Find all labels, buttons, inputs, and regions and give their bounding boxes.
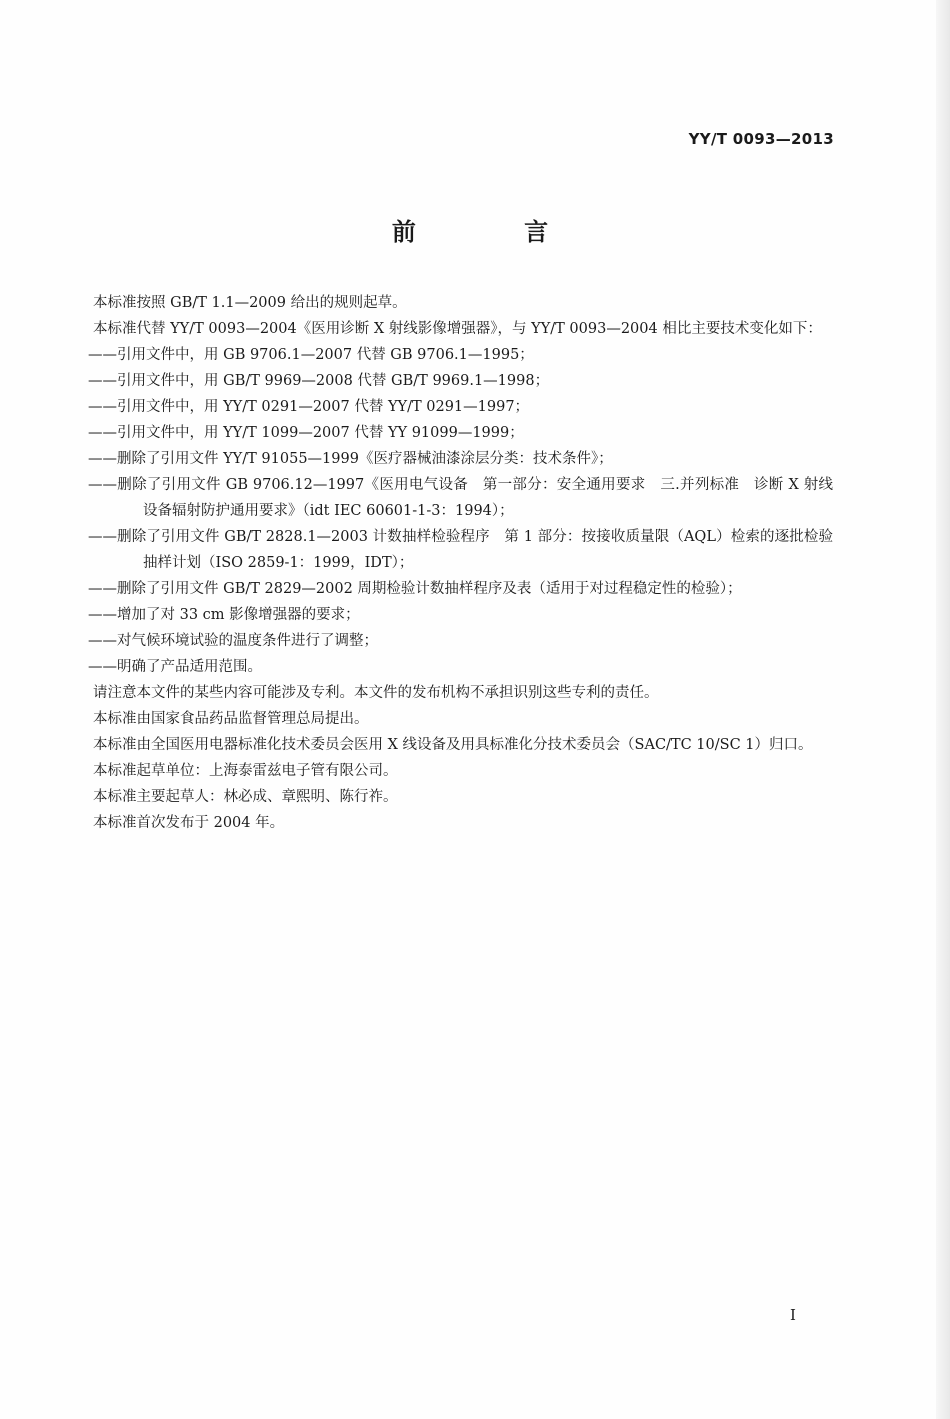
page-number: I xyxy=(790,1306,796,1324)
change-item: ——删除了引用文件 YY/T 91055—1999《医疗器械油漆涂层分类：技术条件》； xyxy=(88,451,613,467)
foreword-body xyxy=(57,290,833,836)
paragraph-first-release: 本标准首次发布于 2004 年。 xyxy=(93,815,285,831)
paragraph-drafters: 本标准主要起草人：林必成、章熙明、陈行祚。 xyxy=(93,789,398,805)
change-item: ——引用文件中，用 YY/T 1099—2007 代替 YY 91099—1999； xyxy=(88,425,524,441)
paragraph-committee: 本标准由全国医用电器标准化技术委员会医用 X 线设备及用具标准化分技术委员会（SAC/TC 10/SC 1）归口。 xyxy=(93,737,813,753)
change-item: ——明确了产品适用范围。 xyxy=(88,659,262,675)
page-title: 前 言 xyxy=(391,218,599,246)
paragraph-drafting-rules: 本标准按照 GB/T 1.1—2009 给出的规则起草。 xyxy=(93,295,407,311)
change-item: ——引用文件中，用 YY/T 0291—2007 代替 YY/T 0291—1997； xyxy=(88,399,530,415)
paragraph-proposer: 本标准由国家食品药品监督管理总局提出。 xyxy=(93,711,369,727)
standard-code: YY/T 0093—2013 xyxy=(688,130,834,148)
change-item: ——引用文件中，用 GB 9706.1—2007 代替 GB 9706.1—1995； xyxy=(88,347,534,363)
change-item: ——删除了引用文件 GB 9706.12—1997《医用电气设备 第一部分：安全通用要求 三.并列标准 诊断 X 射线设备辐射防护通用要求》（idt IEC 60601-1-3：1994）； xyxy=(88,477,833,519)
paragraph-replacement: 本标准代替 YY/T 0093—2004《医用诊断 X 射线影像增强器》，与 YY/T 0093—2004 相比主要技术变化如下： xyxy=(93,321,822,337)
change-item: ——删除了引用文件 GB/T 2828.1—2003 计数抽样检验程序 第 1 部分：按接收质量限（AQL）检索的逐批检验抽样计划（ISO 2859-1：1999，IDT）； xyxy=(88,529,833,571)
change-item: ——增加了对 33 cm 影像增强器的要求； xyxy=(88,607,360,623)
change-item: ——对气候环境试验的温度条件进行了调整； xyxy=(88,633,378,649)
change-item: ——引用文件中，用 GB/T 9969—2008 代替 GB/T 9969.1—1998； xyxy=(88,373,550,389)
change-item: ——删除了引用文件 GB/T 2829—2002 周期检验计数抽样程序及表（适用于对过程稳定性的检验）； xyxy=(88,581,742,597)
paragraph-patent-notice: 请注意本文件的某些内容可能涉及专利。本文件的发布机构不承担识别这些专利的责任。 xyxy=(93,685,659,701)
paragraph-drafting-unit: 本标准起草单位：上海泰雷兹电子管有限公司。 xyxy=(93,763,398,779)
